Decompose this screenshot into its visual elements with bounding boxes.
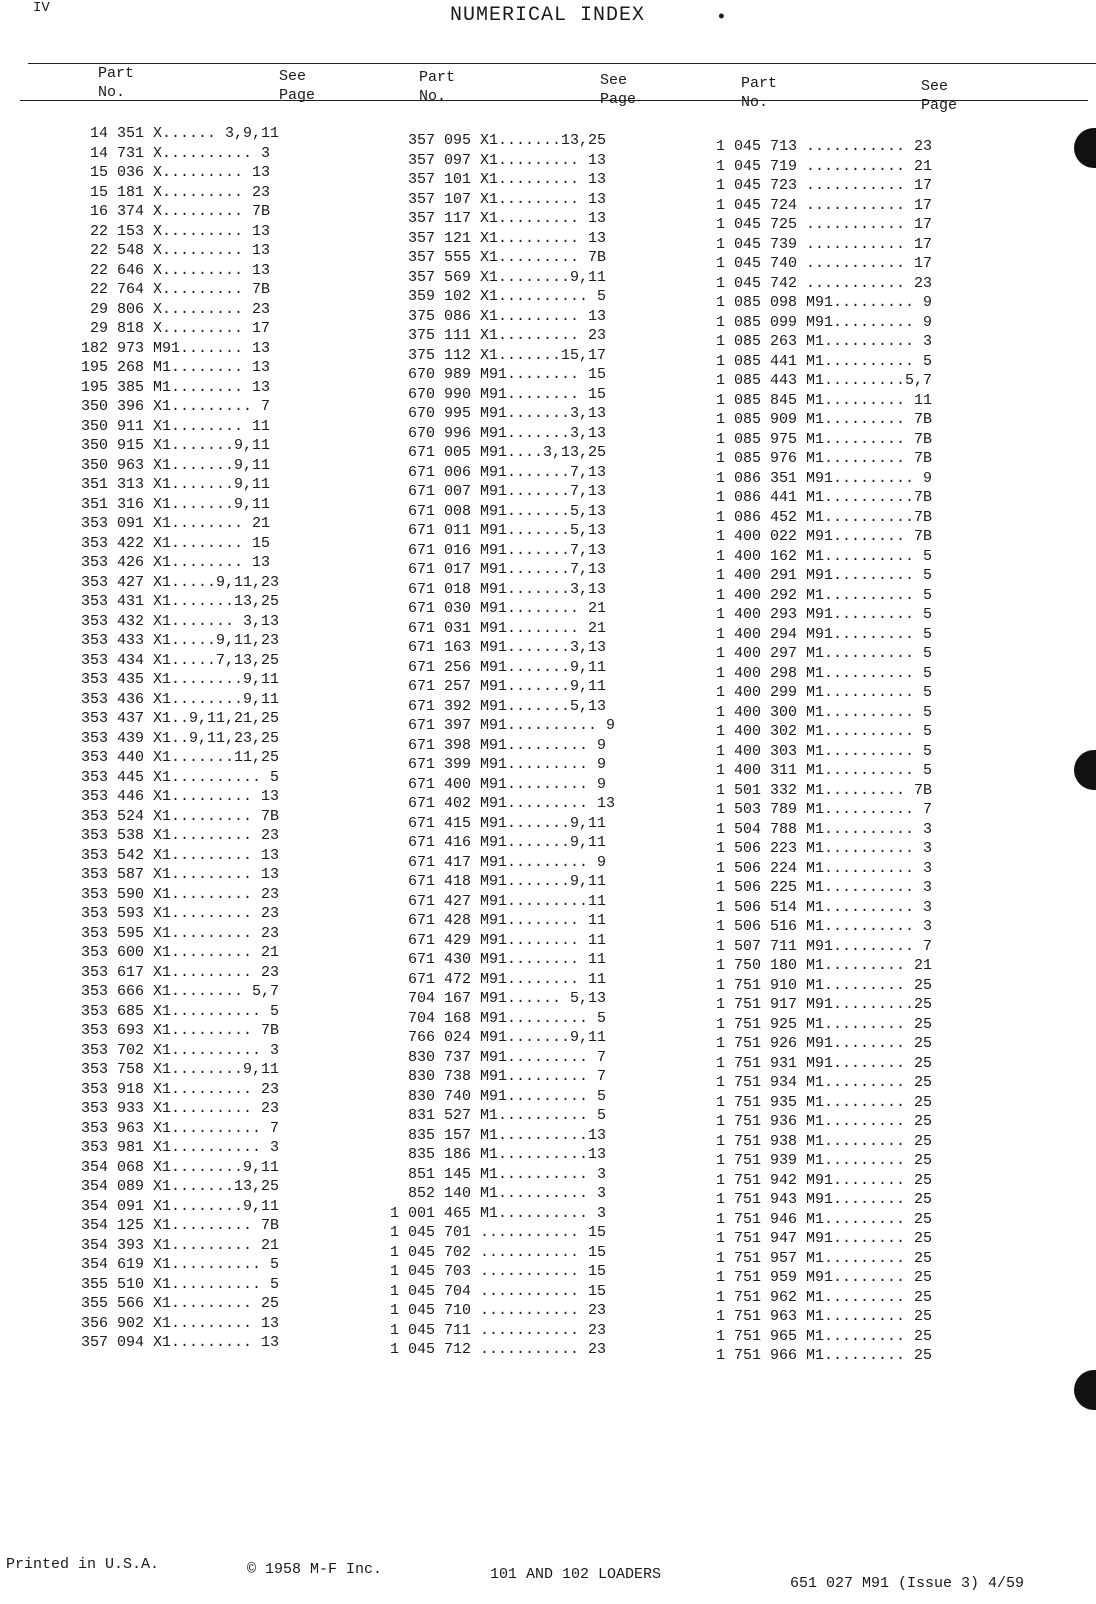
index-entry: 1 400 291 M91......... 5 bbox=[698, 567, 933, 584]
index-entry: 351 313 X1.......9,11 bbox=[72, 476, 271, 493]
index-entry: 671 163 M91.......3,13 bbox=[372, 639, 607, 656]
index-entry: 1 045 702 ........... 15 bbox=[372, 1243, 607, 1261]
index-entry: 1 503 789 M1.......... 7 bbox=[698, 801, 933, 818]
index-entry: 195 268 M1........ 13 bbox=[72, 359, 271, 376]
index-entry: 1 751 946 M1......... 25 bbox=[698, 1210, 933, 1228]
index-entry: 1 400 022 M91........ 7B bbox=[698, 528, 933, 545]
index-entry: 1 085 441 M1.......... 5 bbox=[698, 352, 933, 370]
index-entry: 1 045 701 ........... 15 bbox=[372, 1224, 607, 1241]
index-entry: 766 024 M91.......9,11 bbox=[372, 1029, 607, 1046]
index-entry: 357 117 X1......... 13 bbox=[372, 210, 607, 227]
index-entry: 1 751 910 M1......... 25 bbox=[698, 976, 933, 994]
index-entry: 1 506 516 M1.......... 3 bbox=[698, 918, 933, 935]
index-entry: 355 566 X1......... 25 bbox=[72, 1295, 280, 1312]
col1-see-header: See Page bbox=[279, 68, 316, 104]
page-number: IV bbox=[33, 0, 50, 16]
index-entry: 1 751 966 M1......... 25 bbox=[698, 1347, 933, 1364]
page-title: NUMERICAL INDEX bbox=[450, 4, 646, 27]
index-entry: 1 045 704 ........... 15 bbox=[372, 1282, 607, 1300]
index-entry: 1 045 739 ........... 17 bbox=[698, 235, 933, 253]
index-entry: 354 089 X1.......13,25 bbox=[72, 1178, 280, 1195]
index-entry: 1 001 465 M1.......... 3 bbox=[372, 1204, 607, 1222]
index-entry: 671 007 M91.......7,13 bbox=[372, 483, 607, 500]
top-rule bbox=[28, 63, 1096, 64]
index-entry: 835 186 M1..........13 bbox=[372, 1146, 607, 1163]
index-entry: 671 005 M91....3,13,25 bbox=[372, 444, 607, 461]
index-entry: 671 427 M91.........11 bbox=[372, 892, 607, 910]
index-entry: 1 751 931 M91........ 25 bbox=[698, 1054, 933, 1072]
index-entry: 357 121 X1......... 13 bbox=[372, 229, 607, 247]
index-entry: 353 702 X1.......... 3 bbox=[72, 1041, 280, 1059]
index-entry: 353 434 X1.....7,13,25 bbox=[72, 651, 280, 669]
index-entry: 1 400 293 M91......... 5 bbox=[698, 606, 933, 623]
index-column-2 bbox=[372, 131, 615, 1360]
index-entry: 671 031 M91........ 21 bbox=[372, 619, 607, 637]
index-entry: 353 538 X1......... 23 bbox=[72, 827, 280, 844]
index-entry: 671 397 M91.......... 9 bbox=[372, 717, 616, 734]
index-entry: 353 600 X1......... 21 bbox=[72, 944, 280, 961]
index-entry: 1 751 925 M1......... 25 bbox=[698, 1015, 933, 1033]
index-entry: 350 963 X1.......9,11 bbox=[72, 456, 271, 474]
index-entry: 353 587 X1......... 13 bbox=[72, 866, 280, 883]
index-entry: 375 112 X1.......15,17 bbox=[372, 346, 607, 364]
col3-part-header: Part No. bbox=[741, 75, 778, 111]
index-entry: 1 400 303 M1.......... 5 bbox=[698, 742, 933, 760]
index-entry: 353 693 X1......... 7B bbox=[72, 1022, 280, 1039]
index-entry: 1 400 302 M1.......... 5 bbox=[698, 723, 933, 740]
index-entry: 375 086 X1......... 13 bbox=[372, 307, 607, 325]
index-entry: 671 257 M91.......9,11 bbox=[372, 678, 607, 695]
index-entry: 1 751 938 M1......... 25 bbox=[698, 1132, 933, 1150]
index-entry: 1 506 223 M1.......... 3 bbox=[698, 840, 933, 857]
index-entry: 22 548 X......... 13 bbox=[72, 242, 271, 259]
index-entry: 353 446 X1......... 13 bbox=[72, 788, 280, 805]
col1-part-header: Part No. bbox=[98, 65, 135, 101]
index-entry: 671 008 M91.......5,13 bbox=[372, 502, 607, 520]
index-entry: 1 085 098 M91......... 9 bbox=[698, 294, 933, 311]
index-entry: 670 995 M91.......3,13 bbox=[372, 405, 607, 422]
index-entry: 1 400 299 M1.......... 5 bbox=[698, 684, 933, 701]
index-entry: 671 417 M91......... 9 bbox=[372, 853, 607, 871]
index-entry: 671 011 M91.......5,13 bbox=[372, 522, 607, 539]
col2-see-header: See Page bbox=[600, 72, 637, 108]
col2-part-header: Part No. bbox=[419, 69, 456, 105]
index-entry: 1 045 723 ........... 17 bbox=[698, 177, 933, 194]
index-entry: 1 086 351 M91......... 9 bbox=[698, 469, 933, 487]
index-entry: 353 593 X1......... 23 bbox=[72, 905, 280, 922]
index-entry: 1 045 742 ........... 23 bbox=[698, 274, 933, 292]
index-entry: 671 418 M91.......9,11 bbox=[372, 873, 607, 890]
index-entry: 830 738 M91......... 7 bbox=[372, 1068, 607, 1085]
index-entry: 671 416 M91.......9,11 bbox=[372, 834, 607, 851]
index-entry: 1 506 514 M1.......... 3 bbox=[698, 898, 933, 916]
index-entry: 353 427 X1.....9,11,23 bbox=[72, 573, 280, 591]
index-entry: 351 316 X1.......9,11 bbox=[72, 495, 271, 513]
index-entry: 671 006 M91.......7,13 bbox=[372, 463, 607, 481]
index-entry: 353 595 X1......... 23 bbox=[72, 924, 280, 942]
index-entry: 671 399 M91......... 9 bbox=[372, 756, 607, 773]
index-entry: 671 402 M91......... 13 bbox=[372, 795, 616, 812]
index-entry: 353 685 X1.......... 5 bbox=[72, 1002, 280, 1020]
index-entry: 1 045 703 ........... 15 bbox=[372, 1263, 607, 1280]
footer-printed: Printed in U.S.A. bbox=[6, 1556, 160, 1573]
index-entry: 1 045 740 ........... 17 bbox=[698, 255, 933, 272]
index-entry: 354 619 X1.......... 5 bbox=[72, 1256, 280, 1273]
index-entry: 16 374 X......... 7B bbox=[72, 203, 271, 220]
index-entry: 22 646 X......... 13 bbox=[72, 261, 271, 279]
index-entry: 353 437 X1..9,11,21,25 bbox=[72, 710, 280, 727]
index-entry: 671 429 M91........ 11 bbox=[372, 931, 607, 949]
index-entry: 671 016 M91.......7,13 bbox=[372, 541, 607, 559]
index-entry: 830 740 M91......... 5 bbox=[372, 1087, 607, 1105]
index-entry: 1 506 225 M1.......... 3 bbox=[698, 879, 933, 896]
index-entry: 852 140 M1.......... 3 bbox=[372, 1185, 607, 1202]
index-entry: 671 398 M91......... 9 bbox=[372, 736, 607, 754]
index-entry: 1 751 939 M1......... 25 bbox=[698, 1152, 933, 1169]
index-entry: 353 617 X1......... 23 bbox=[72, 963, 280, 981]
footer-copyright: © 1958 M-F Inc. bbox=[247, 1561, 383, 1578]
index-entry: 1 400 311 M1.......... 5 bbox=[698, 762, 933, 779]
index-entry: 375 111 X1......... 23 bbox=[372, 327, 607, 344]
index-entry: 353 433 X1.....9,11,23 bbox=[72, 632, 280, 649]
index-entry: 195 385 M1........ 13 bbox=[72, 378, 271, 396]
index-entry: 359 102 X1.......... 5 bbox=[372, 288, 607, 305]
index-entry: 353 542 X1......... 13 bbox=[72, 846, 280, 864]
index-entry: 353 436 X1........9,11 bbox=[72, 690, 280, 708]
index-entry: 835 157 M1..........13 bbox=[372, 1126, 607, 1144]
index-entry: 1 085 099 M91......... 9 bbox=[698, 313, 933, 331]
footer-doc-id: 651 027 M91 (Issue 3) 4/59 bbox=[790, 1575, 1025, 1592]
index-entry: 1 045 724 ........... 17 bbox=[698, 196, 933, 214]
index-entry: 354 125 X1......... 7B bbox=[72, 1217, 280, 1234]
index-entry: 830 737 M91......... 7 bbox=[372, 1048, 607, 1066]
index-entry: 1 751 935 M1......... 25 bbox=[698, 1093, 933, 1111]
index-entry: 353 431 X1.......13,25 bbox=[72, 593, 280, 610]
index-entry: 357 094 X1......... 13 bbox=[72, 1334, 280, 1351]
index-entry: 1 045 719 ........... 21 bbox=[698, 157, 933, 175]
index-entry: 22 764 X......... 7B bbox=[72, 281, 271, 298]
index-entry: 671 430 M91........ 11 bbox=[372, 951, 607, 968]
index-entry: 1 507 711 M91......... 7 bbox=[698, 937, 933, 955]
index-entry: 14 731 X.......... 3 bbox=[72, 144, 271, 162]
index-entry: 357 569 X1........9,11 bbox=[372, 268, 607, 286]
index-entry: 1 400 298 M1.......... 5 bbox=[698, 664, 933, 682]
index-entry: 1 085 976 M1......... 7B bbox=[698, 450, 933, 467]
index-entry: 355 510 X1.......... 5 bbox=[72, 1275, 280, 1293]
index-entry: 1 751 942 M91........ 25 bbox=[698, 1171, 933, 1189]
index-entry: 1 750 180 M1......... 21 bbox=[698, 957, 933, 974]
index-entry: 851 145 M1.......... 3 bbox=[372, 1165, 607, 1183]
index-entry: 1 751 965 M1......... 25 bbox=[698, 1327, 933, 1345]
index-entry: 1 085 909 M1......... 7B bbox=[698, 411, 933, 428]
index-entry: 1 501 332 M1......... 7B bbox=[698, 781, 933, 799]
index-entry: 353 524 X1......... 7B bbox=[72, 807, 280, 825]
index-entry: 1 086 452 M1..........7B bbox=[698, 508, 933, 526]
index-entry: 671 400 M91......... 9 bbox=[372, 775, 607, 793]
index-entry: 1 086 441 M1..........7B bbox=[698, 489, 933, 506]
index-column-3 bbox=[698, 137, 932, 1366]
index-entry: 353 440 X1.......11,25 bbox=[72, 749, 280, 766]
index-entry: 1 400 162 M1.......... 5 bbox=[698, 547, 933, 565]
index-entry: 1 751 936 M1......... 25 bbox=[698, 1113, 933, 1130]
index-entry: 1 045 710 ........... 23 bbox=[372, 1302, 607, 1319]
index-entry: 353 432 X1....... 3,13 bbox=[72, 612, 280, 630]
index-entry: 357 555 X1......... 7B bbox=[372, 249, 607, 266]
index-entry: 350 396 X1......... 7 bbox=[72, 398, 271, 415]
index-entry: 1 045 725 ........... 17 bbox=[698, 216, 933, 233]
binder-tab bbox=[1074, 1370, 1096, 1410]
index-entry: 350 915 X1.......9,11 bbox=[72, 437, 271, 454]
index-column-1 bbox=[72, 124, 279, 1353]
index-entry: 15 181 X......... 23 bbox=[72, 183, 271, 201]
index-entry: 1 751 917 M91.........25 bbox=[698, 996, 933, 1013]
index-entry: 1 506 224 M1.......... 3 bbox=[698, 859, 933, 877]
binder-tab bbox=[1074, 750, 1096, 790]
index-entry: 704 168 M91......... 5 bbox=[372, 1009, 607, 1027]
index-entry: 1 400 300 M1.......... 5 bbox=[698, 703, 933, 721]
index-entry: 670 996 M91.......3,13 bbox=[372, 424, 607, 442]
index-entry: 357 101 X1......... 13 bbox=[372, 171, 607, 188]
index-entry: 354 393 X1......... 21 bbox=[72, 1236, 280, 1254]
index-entry: 1 751 926 M91........ 25 bbox=[698, 1035, 933, 1052]
index-entry: 671 415 M91.......9,11 bbox=[372, 814, 607, 832]
index-entry: 670 990 M91........ 15 bbox=[372, 385, 607, 403]
index-entry: 671 472 M91........ 11 bbox=[372, 970, 607, 988]
index-entry: 1 751 947 M91........ 25 bbox=[698, 1230, 933, 1247]
index-entry: 15 036 X......... 13 bbox=[72, 164, 271, 181]
index-entry: 353 963 X1.......... 7 bbox=[72, 1119, 280, 1137]
index-entry: 353 426 X1........ 13 bbox=[72, 554, 271, 571]
index-entry: 1 400 292 M1.......... 5 bbox=[698, 586, 933, 604]
index-entry: 182 973 M91....... 13 bbox=[72, 339, 271, 357]
index-entry: 1 400 297 M1.......... 5 bbox=[698, 645, 933, 662]
index-entry: 1 085 845 M1......... 11 bbox=[698, 391, 933, 409]
index-entry: 353 933 X1......... 23 bbox=[72, 1100, 280, 1117]
index-entry: 354 091 X1........9,11 bbox=[72, 1197, 280, 1215]
index-entry: 1 504 788 M1.......... 3 bbox=[698, 820, 933, 838]
index-entry: 354 068 X1........9,11 bbox=[72, 1158, 280, 1176]
index-entry: 357 107 X1......... 13 bbox=[372, 190, 607, 208]
index-entry: 671 018 M91.......3,13 bbox=[372, 580, 607, 598]
index-entry: 29 806 X......... 23 bbox=[72, 300, 271, 318]
index-entry: 353 666 X1........ 5,7 bbox=[72, 983, 280, 1000]
index-entry: 353 091 X1........ 21 bbox=[72, 515, 271, 532]
index-entry: 1 751 957 M1......... 25 bbox=[698, 1249, 933, 1267]
index-entry: 353 439 X1..9,11,23,25 bbox=[72, 729, 280, 747]
index-entry: 1 085 975 M1......... 7B bbox=[698, 430, 933, 448]
binder-tab bbox=[1074, 128, 1096, 168]
index-entry: 353 590 X1......... 23 bbox=[72, 885, 280, 903]
index-entry: 356 902 X1......... 13 bbox=[72, 1314, 280, 1332]
index-entry: 353 918 X1......... 23 bbox=[72, 1080, 280, 1098]
index-entry: 357 097 X1......... 13 bbox=[372, 151, 607, 169]
index-entry: 1 045 712 ........... 23 bbox=[372, 1341, 607, 1358]
index-entry: 671 392 M91.......5,13 bbox=[372, 697, 607, 715]
index-entry: 1 085 263 M1.......... 3 bbox=[698, 333, 933, 350]
index-entry: 357 095 X1.......13,25 bbox=[372, 132, 607, 149]
index-entry: 353 435 X1........9,11 bbox=[72, 671, 280, 688]
index-entry: 670 989 M91........ 15 bbox=[372, 366, 607, 383]
index-entry: 704 167 M91...... 5,13 bbox=[372, 990, 607, 1007]
index-entry: 353 758 X1........9,11 bbox=[72, 1061, 280, 1078]
index-entry: 1 751 959 M91........ 25 bbox=[698, 1269, 933, 1286]
index-entry: 353 422 X1........ 15 bbox=[72, 534, 271, 552]
index-entry: 1 751 962 M1......... 25 bbox=[698, 1288, 933, 1306]
index-entry: 353 445 X1.......... 5 bbox=[72, 768, 280, 786]
index-entry: 1 751 963 M1......... 25 bbox=[698, 1308, 933, 1325]
index-entry: 671 017 M91.......7,13 bbox=[372, 561, 607, 578]
index-entry: 1 045 713 ........... 23 bbox=[698, 138, 933, 155]
index-entry: 671 428 M91........ 11 bbox=[372, 912, 607, 929]
index-entry: 1 400 294 M91......... 5 bbox=[698, 625, 933, 643]
index-entry: 22 153 X......... 13 bbox=[72, 222, 271, 240]
index-entry: 1 751 934 M1......... 25 bbox=[698, 1074, 933, 1091]
index-entry: 1 045 711 ........... 23 bbox=[372, 1321, 607, 1339]
index-entry: 831 527 M1.......... 5 bbox=[372, 1107, 607, 1124]
index-entry: 671 256 M91.......9,11 bbox=[372, 658, 607, 676]
index-entry: 1 751 943 M91........ 25 bbox=[698, 1191, 933, 1208]
index-entry: 1 085 443 M1.........5,7 bbox=[698, 372, 933, 389]
index-entry: 14 351 X...... 3,9,11 bbox=[72, 125, 280, 142]
footer-subject: 101 AND 102 LOADERS bbox=[490, 1566, 662, 1583]
index-entry: 350 911 X1........ 11 bbox=[72, 417, 271, 435]
index-entry: 29 818 X......... 17 bbox=[72, 320, 271, 337]
title-mark: • bbox=[716, 8, 727, 28]
col3-see-header: See Page bbox=[921, 78, 958, 114]
index-entry: 671 030 M91........ 21 bbox=[372, 600, 607, 617]
index-entry: 353 981 X1.......... 3 bbox=[72, 1139, 280, 1156]
